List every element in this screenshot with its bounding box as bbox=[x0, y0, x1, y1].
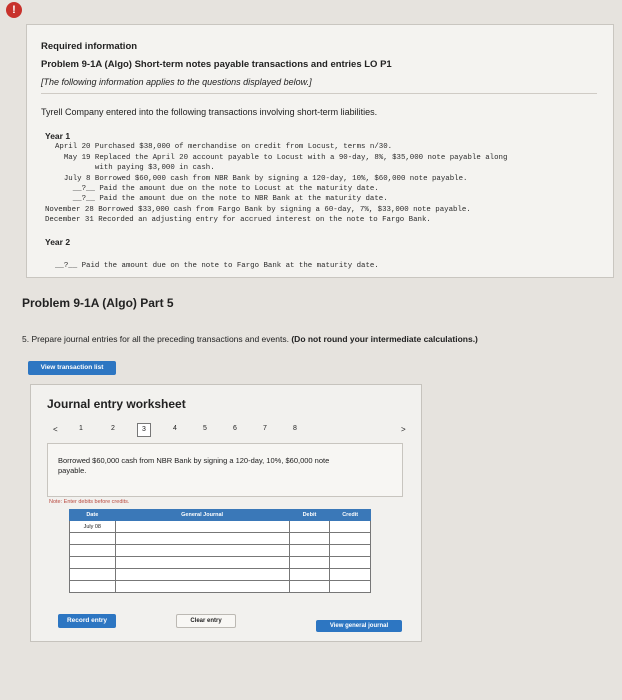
divider bbox=[41, 93, 597, 94]
transaction-description-box bbox=[47, 443, 403, 497]
problem-title: Problem 9-1A (Algo) Short-term notes payable transactions and entries LO P1 bbox=[41, 59, 392, 70]
worksheet-title: Journal entry worksheet bbox=[47, 397, 186, 411]
transaction-line: with paying $3,000 in cash. bbox=[55, 164, 215, 172]
transaction-line: __?__ Paid the amount due on the note to Locust at the maturity date. bbox=[55, 185, 379, 193]
date-cell[interactable] bbox=[70, 581, 116, 593]
date-header: Date bbox=[70, 510, 116, 521]
debit-cell[interactable] bbox=[289, 557, 330, 569]
table-row bbox=[70, 521, 371, 533]
required-info-label: Required information bbox=[41, 41, 138, 52]
year1-label: Year 1 bbox=[45, 131, 71, 141]
credit-cell[interactable] bbox=[330, 533, 371, 545]
page-5-tab[interactable]: 5 bbox=[203, 425, 207, 432]
table-row bbox=[70, 545, 371, 557]
credit-header: Credit bbox=[330, 510, 371, 521]
view-transaction-list-button[interactable]: View transaction list bbox=[28, 361, 116, 375]
table-row bbox=[70, 581, 371, 593]
applies-note: [The following information applies to the questions displayed below.] bbox=[41, 77, 312, 87]
journal-header-row bbox=[70, 510, 371, 521]
instruction-bold: (Do not round your intermediate calculations.) bbox=[291, 334, 478, 344]
account-cell[interactable] bbox=[115, 569, 289, 581]
year2-label: Year 2 bbox=[45, 237, 71, 247]
page-6-tab[interactable]: 6 bbox=[233, 425, 237, 432]
transaction-line: November 28 Borrowed $33,000 cash from Fargo Bank by signing a 60-day, 7%, $33,000 note payable. bbox=[45, 206, 471, 214]
debit-cell[interactable] bbox=[289, 581, 330, 593]
part-title: Problem 9-1A (Algo) Part 5 bbox=[22, 296, 174, 310]
transaction-line: __?__ Paid the amount due on the note to NBR Bank at the maturity date. bbox=[55, 195, 388, 203]
credit-cell[interactable] bbox=[330, 521, 371, 533]
view-general-journal-button[interactable]: View general journal bbox=[316, 620, 402, 632]
instruction-main: 5. Prepare journal entries for all the preceding transactions and events. bbox=[22, 334, 289, 344]
account-cell[interactable] bbox=[115, 557, 289, 569]
transaction-line: July 8 Borrowed $60,000 cash from NBR Bank by signing a 120-day, 10%, $60,000 note payable. bbox=[55, 175, 468, 183]
debit-cell[interactable] bbox=[289, 533, 330, 545]
next-page-icon[interactable]: > bbox=[401, 425, 406, 434]
page-1-tab[interactable]: 1 bbox=[79, 425, 83, 432]
journal-table bbox=[69, 509, 371, 593]
clear-entry-button[interactable]: Clear entry bbox=[176, 614, 236, 628]
date-cell[interactable] bbox=[70, 545, 116, 557]
transaction-line: April 20 Purchased $38,000 of merchandise on credit from Locust, terms n/30. bbox=[55, 143, 393, 151]
debit-cell[interactable] bbox=[289, 521, 330, 533]
general-journal-header: General Journal bbox=[115, 510, 289, 521]
record-entry-button[interactable]: Record entry bbox=[58, 614, 116, 628]
date-cell[interactable]: July 08 bbox=[70, 521, 116, 533]
page-2-tab[interactable]: 2 bbox=[111, 425, 115, 432]
intro-text: Tyrell Company entered into the following transactions involving short-term liabilities. bbox=[41, 107, 378, 117]
account-cell[interactable] bbox=[115, 545, 289, 557]
account-cell[interactable] bbox=[115, 533, 289, 545]
page-4-tab[interactable]: 4 bbox=[173, 425, 177, 432]
instruction-text bbox=[22, 334, 478, 344]
account-cell[interactable] bbox=[115, 581, 289, 593]
table-row bbox=[70, 557, 371, 569]
debit-cell[interactable] bbox=[289, 545, 330, 557]
alert-icon: ! bbox=[6, 2, 22, 18]
date-cell[interactable] bbox=[70, 533, 116, 545]
credit-cell[interactable] bbox=[330, 557, 371, 569]
journal-worksheet bbox=[30, 384, 422, 642]
transaction-line: May 19 Replaced the April 20 account payable to Locust with a 90-day, 8%, $35,000 note payable along bbox=[55, 154, 508, 162]
page-8-tab[interactable]: 8 bbox=[293, 425, 297, 432]
required-info-panel bbox=[26, 24, 614, 278]
prev-page-icon[interactable]: < bbox=[53, 425, 58, 434]
page-3-tab[interactable]: 3 bbox=[137, 423, 151, 437]
table-row bbox=[70, 569, 371, 581]
credit-cell[interactable] bbox=[330, 569, 371, 581]
page-7-tab[interactable]: 7 bbox=[263, 425, 267, 432]
date-cell[interactable] bbox=[70, 557, 116, 569]
transaction-line: December 31 Recorded an adjusting entry for accrued interest on the note to Fargo Bank. bbox=[45, 216, 431, 224]
credit-cell[interactable] bbox=[330, 581, 371, 593]
table-row bbox=[70, 533, 371, 545]
debits-note: Note: Enter debits before credits. bbox=[49, 499, 130, 505]
debit-cell[interactable] bbox=[289, 569, 330, 581]
credit-cell[interactable] bbox=[330, 545, 371, 557]
transaction-line: __?__ Paid the amount due on the note to Fargo Bank at the maturity date. bbox=[55, 262, 379, 270]
transaction-description: Borrowed $60,000 cash from NBR Bank by signing a 120-day, 10%, $60,000 note payable. bbox=[58, 456, 330, 475]
debit-header: Debit bbox=[289, 510, 330, 521]
date-cell[interactable] bbox=[70, 569, 116, 581]
account-cell[interactable] bbox=[115, 521, 289, 533]
